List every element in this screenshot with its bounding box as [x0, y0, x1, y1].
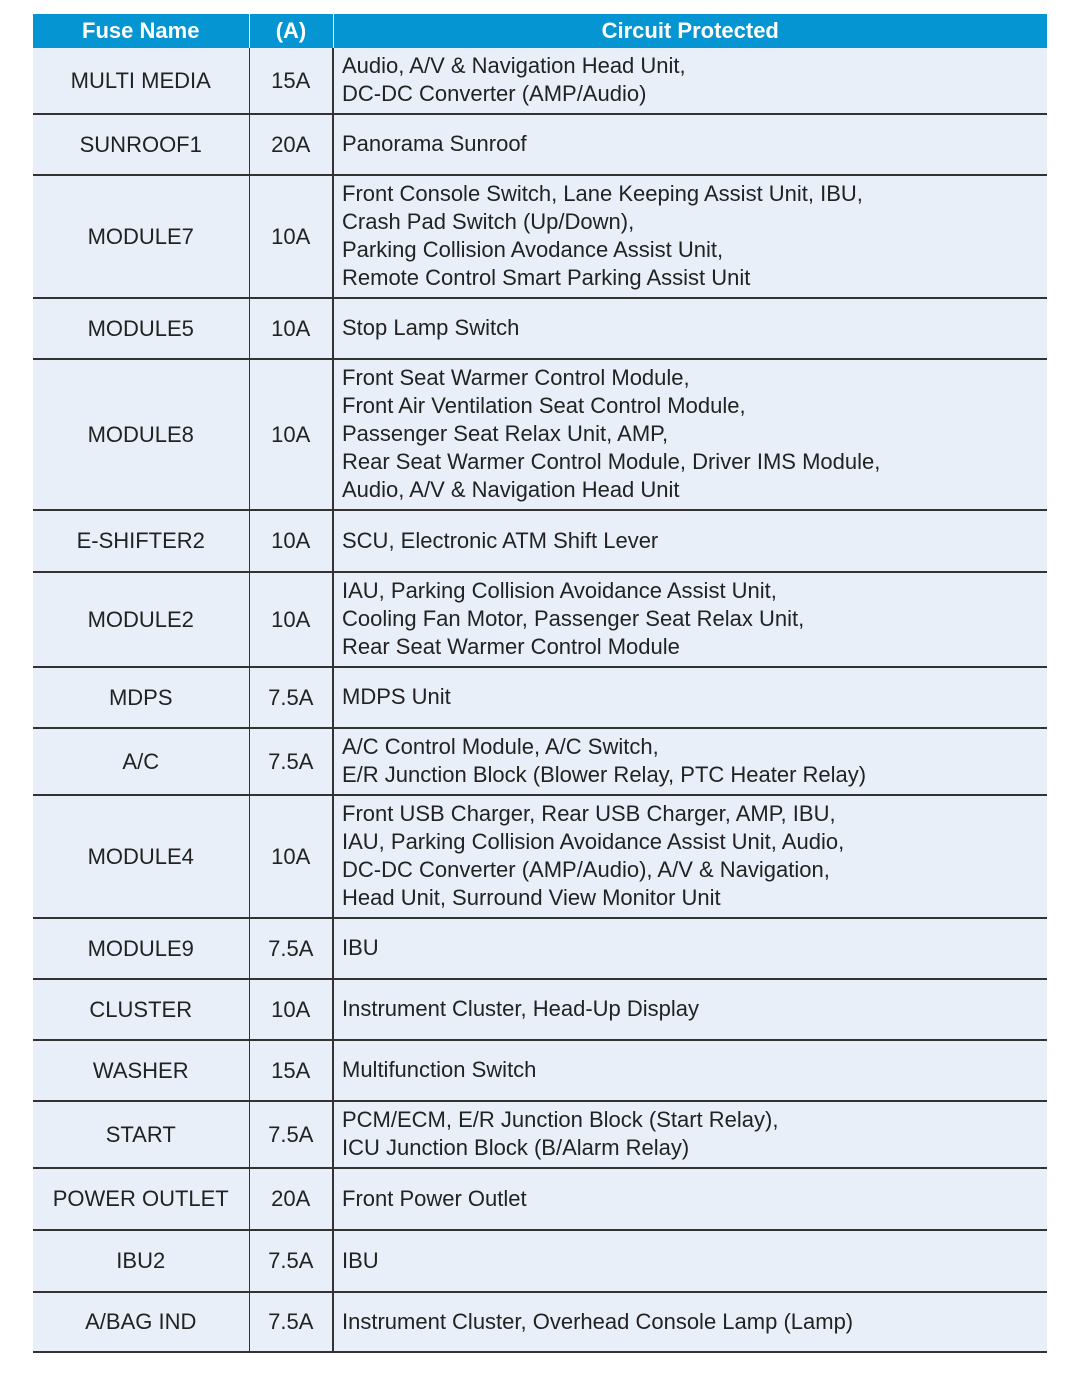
fuse-name-cell: MODULE9: [33, 918, 249, 979]
header-fuse-name: Fuse Name: [33, 14, 249, 48]
table-row: [33, 359, 1047, 510]
fuse-name-cell: E-SHIFTER2: [33, 510, 249, 572]
fuse-name-cell: A/C: [33, 728, 249, 795]
circuit-cell: IAU, Parking Collision Avoidance Assist Unit, Cooling Fan Motor, Passenger Seat Relax Unit, Rear Seat Warmer Control Module: [333, 572, 1047, 667]
fuse-name-cell: MODULE5: [33, 298, 249, 359]
fuse-amps-cell: 20A: [249, 1168, 333, 1230]
fuse-amps-cell: 7.5A: [249, 667, 333, 728]
circuit-cell: A/C Control Module, A/C Switch, E/R Junction Block (Blower Relay, PTC Heater Relay): [333, 728, 1047, 795]
circuit-cell: Front Seat Warmer Control Module, Front Air Ventilation Seat Control Module, Passenger Seat Relax Unit, AMP, Rear Seat Warmer Control Module, Driver IMS Module, Audio, A/V & Navigation Head Unit: [333, 359, 1047, 510]
fuse-name-cell: WASHER: [33, 1040, 249, 1101]
fuse-name-cell: START: [33, 1101, 249, 1168]
table-header: [33, 14, 1047, 48]
fuse-name-cell: MODULE2: [33, 572, 249, 667]
fuse-amps-cell: 7.5A: [249, 1101, 333, 1168]
table-row: [33, 48, 1047, 114]
fuse-amps-cell: 20A: [249, 114, 333, 175]
fuse-name-cell: MODULE7: [33, 175, 249, 298]
header-circuit-protected: Circuit Protected: [333, 14, 1047, 48]
fuse-table: [33, 14, 1047, 1353]
table-row: [33, 795, 1047, 918]
fuse-amps-cell: 7.5A: [249, 1292, 333, 1352]
fuse-amps-cell: 7.5A: [249, 1230, 333, 1292]
circuit-cell: Multifunction Switch: [333, 1040, 1047, 1101]
circuit-cell: Front Power Outlet: [333, 1168, 1047, 1230]
circuit-cell: IBU: [333, 918, 1047, 979]
table-row: [33, 298, 1047, 359]
circuit-cell: Instrument Cluster, Overhead Console Lamp (Lamp): [333, 1292, 1047, 1352]
circuit-cell: PCM/ECM, E/R Junction Block (Start Relay), ICU Junction Block (B/Alarm Relay): [333, 1101, 1047, 1168]
table-row: [33, 979, 1047, 1040]
fuse-amps-cell: 10A: [249, 979, 333, 1040]
fuse-amps-cell: 10A: [249, 175, 333, 298]
table-row: [33, 728, 1047, 795]
table-row: [33, 1292, 1047, 1352]
circuit-cell: Instrument Cluster, Head-Up Display: [333, 979, 1047, 1040]
fuse-amps-cell: 10A: [249, 298, 333, 359]
table-row: [33, 1230, 1047, 1292]
fuse-name-cell: IBU2: [33, 1230, 249, 1292]
fuse-name-cell: SUNROOF1: [33, 114, 249, 175]
fuse-amps-cell: 15A: [249, 1040, 333, 1101]
fuse-amps-cell: 15A: [249, 48, 333, 114]
fuse-amps-cell: 10A: [249, 510, 333, 572]
circuit-cell: MDPS Unit: [333, 667, 1047, 728]
fuse-name-cell: MDPS: [33, 667, 249, 728]
table-body: [33, 48, 1047, 1352]
fuse-amps-cell: 10A: [249, 795, 333, 918]
fuse-name-cell: CLUSTER: [33, 979, 249, 1040]
circuit-cell: SCU, Electronic ATM Shift Lever: [333, 510, 1047, 572]
circuit-cell: Front Console Switch, Lane Keeping Assist Unit, IBU, Crash Pad Switch (Up/Down), Parking Collision Avodance Assist Unit, Remote Control Smart Parking Assist Unit: [333, 175, 1047, 298]
table-row: [33, 510, 1047, 572]
table-row: [33, 918, 1047, 979]
table-row: [33, 1101, 1047, 1168]
circuit-cell: Stop Lamp Switch: [333, 298, 1047, 359]
fuse-amps-cell: 10A: [249, 572, 333, 667]
fuse-amps-cell: 10A: [249, 359, 333, 510]
table-row: [33, 667, 1047, 728]
fuse-name-cell: MODULE4: [33, 795, 249, 918]
fuse-name-cell: MULTI MEDIA: [33, 48, 249, 114]
fuse-name-cell: A/BAG IND: [33, 1292, 249, 1352]
circuit-cell: Panorama Sunroof: [333, 114, 1047, 175]
table-row: [33, 175, 1047, 298]
table-row: [33, 1040, 1047, 1101]
fuse-amps-cell: 7.5A: [249, 728, 333, 795]
circuit-cell: Audio, A/V & Navigation Head Unit, DC-DC Converter (AMP/Audio): [333, 48, 1047, 114]
header-amps: (A): [249, 14, 333, 48]
fuse-amps-cell: 7.5A: [249, 918, 333, 979]
table-row: [33, 1168, 1047, 1230]
circuit-cell: Front USB Charger, Rear USB Charger, AMP, IBU, IAU, Parking Collision Avoidance Assist Unit, Audio, DC-DC Converter (AMP/Audio), A/V & Navigation, Head Unit, Surround View Monitor Unit: [333, 795, 1047, 918]
fuse-name-cell: POWER OUTLET: [33, 1168, 249, 1230]
table-row: [33, 114, 1047, 175]
table-row: [33, 572, 1047, 667]
fuse-name-cell: MODULE8: [33, 359, 249, 510]
circuit-cell: IBU: [333, 1230, 1047, 1292]
